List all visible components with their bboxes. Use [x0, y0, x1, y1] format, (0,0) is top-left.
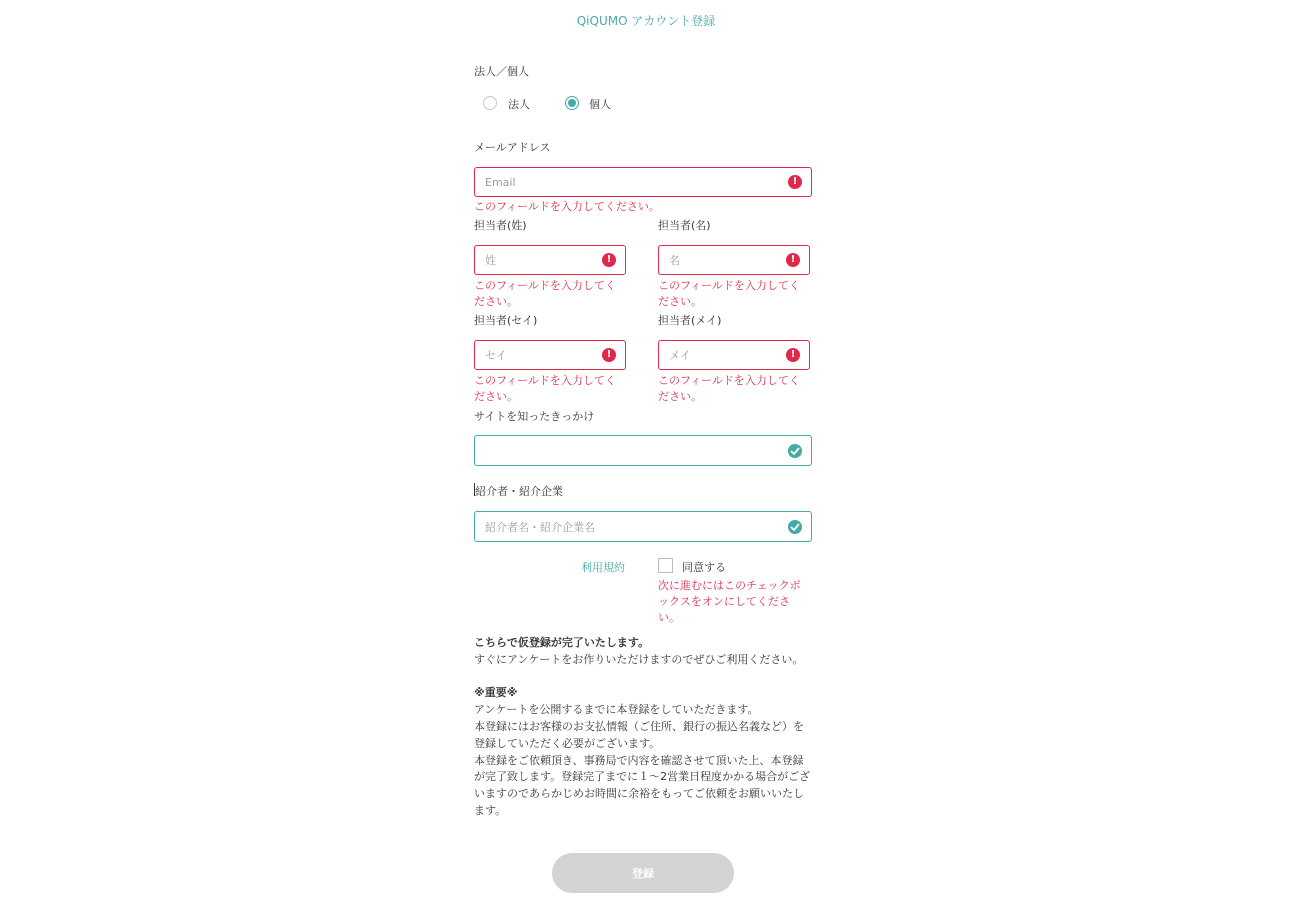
first-name-kana-placeholder: メイ: [669, 349, 691, 362]
info-line: 本登録にはお客様のお支払情報（ご住所、銀行の振込名義など）を登録していただく必要がございます。: [474, 719, 804, 750]
first-name-kana-field[interactable]: [658, 340, 810, 370]
first-name-label: 担当者(名): [658, 219, 711, 232]
email-error: このフィールドを入力してください。: [474, 200, 660, 213]
page-title: QiQUMO アカウント登録: [576, 14, 716, 28]
error-icon: !: [786, 253, 800, 267]
agree-label: 同意する: [682, 561, 726, 574]
last-name-placeholder: 姓: [485, 254, 496, 267]
entity-type-label: 法人／個人: [474, 65, 529, 78]
info-line: アンケートを公開するまでに本登録をしていただきます。: [474, 703, 759, 717]
email-placeholder: Email: [485, 175, 516, 189]
info-line: 本登録をご依頼頂き、事務局で内容を確認させて頂いた上、本登録が完了致します。登録完了までに１〜2営業日程度かかる場合がございますのであらかじめお時間に余裕をもってご依頼をお願いいたします。: [474, 753, 811, 817]
info-line: すぐにアンケートをお作りいただけますのでぜひご利用ください。: [474, 652, 804, 666]
important-heading: ※重要※: [474, 686, 518, 700]
radio-button-checked[interactable]: [565, 96, 579, 110]
terms-link[interactable]: 利用規約: [581, 561, 625, 574]
first-name-field[interactable]: [658, 245, 810, 275]
radio-corporation[interactable]: [483, 96, 543, 112]
radio-label: 個人: [589, 98, 611, 111]
last-name-label: 担当者(姓): [474, 219, 527, 232]
first-name-placeholder: 名: [669, 254, 680, 267]
email-field[interactable]: [474, 167, 812, 197]
check-icon: [788, 520, 802, 534]
error-icon: !: [788, 175, 802, 189]
first-name-error: このフィールドを入力してください。: [658, 279, 800, 308]
register-button[interactable]: 登録: [552, 853, 734, 893]
last-name-kana-label: 担当者(セイ): [474, 314, 538, 327]
info-block: [474, 635, 812, 820]
terms-error: 次に進むにはこのチェックボックスをオンにしてください。: [658, 579, 801, 624]
referral-source-select[interactable]: [474, 435, 812, 466]
referrer-label: 紹介者・紹介企業: [475, 485, 563, 498]
info-heading: こちらで仮登録が完了いたします。: [474, 636, 650, 649]
first-name-kana-error: このフィールドを入力してください。: [658, 374, 800, 403]
last-name-kana-error: このフィールドを入力してください。: [474, 374, 616, 403]
check-icon: [788, 444, 802, 458]
error-icon: !: [786, 348, 800, 362]
last-name-kana-placeholder: セイ: [485, 349, 507, 362]
radio-label: 法人: [508, 98, 530, 111]
referrer-field[interactable]: [474, 511, 812, 542]
referral-source-label: サイトを知ったきっかけ: [474, 410, 595, 423]
agree-checkbox[interactable]: [658, 558, 673, 573]
last-name-field[interactable]: [474, 245, 626, 275]
email-label: メールアドレス: [474, 141, 551, 154]
radio-individual[interactable]: [565, 96, 625, 112]
error-icon: !: [602, 348, 616, 362]
referrer-placeholder: 紹介者名・紹介企業名: [485, 520, 595, 534]
error-icon: !: [602, 253, 616, 267]
radio-button[interactable]: [483, 96, 497, 110]
last-name-kana-field[interactable]: [474, 340, 626, 370]
last-name-error: このフィールドを入力してください。: [474, 279, 616, 308]
first-name-kana-label: 担当者(メイ): [658, 314, 722, 327]
